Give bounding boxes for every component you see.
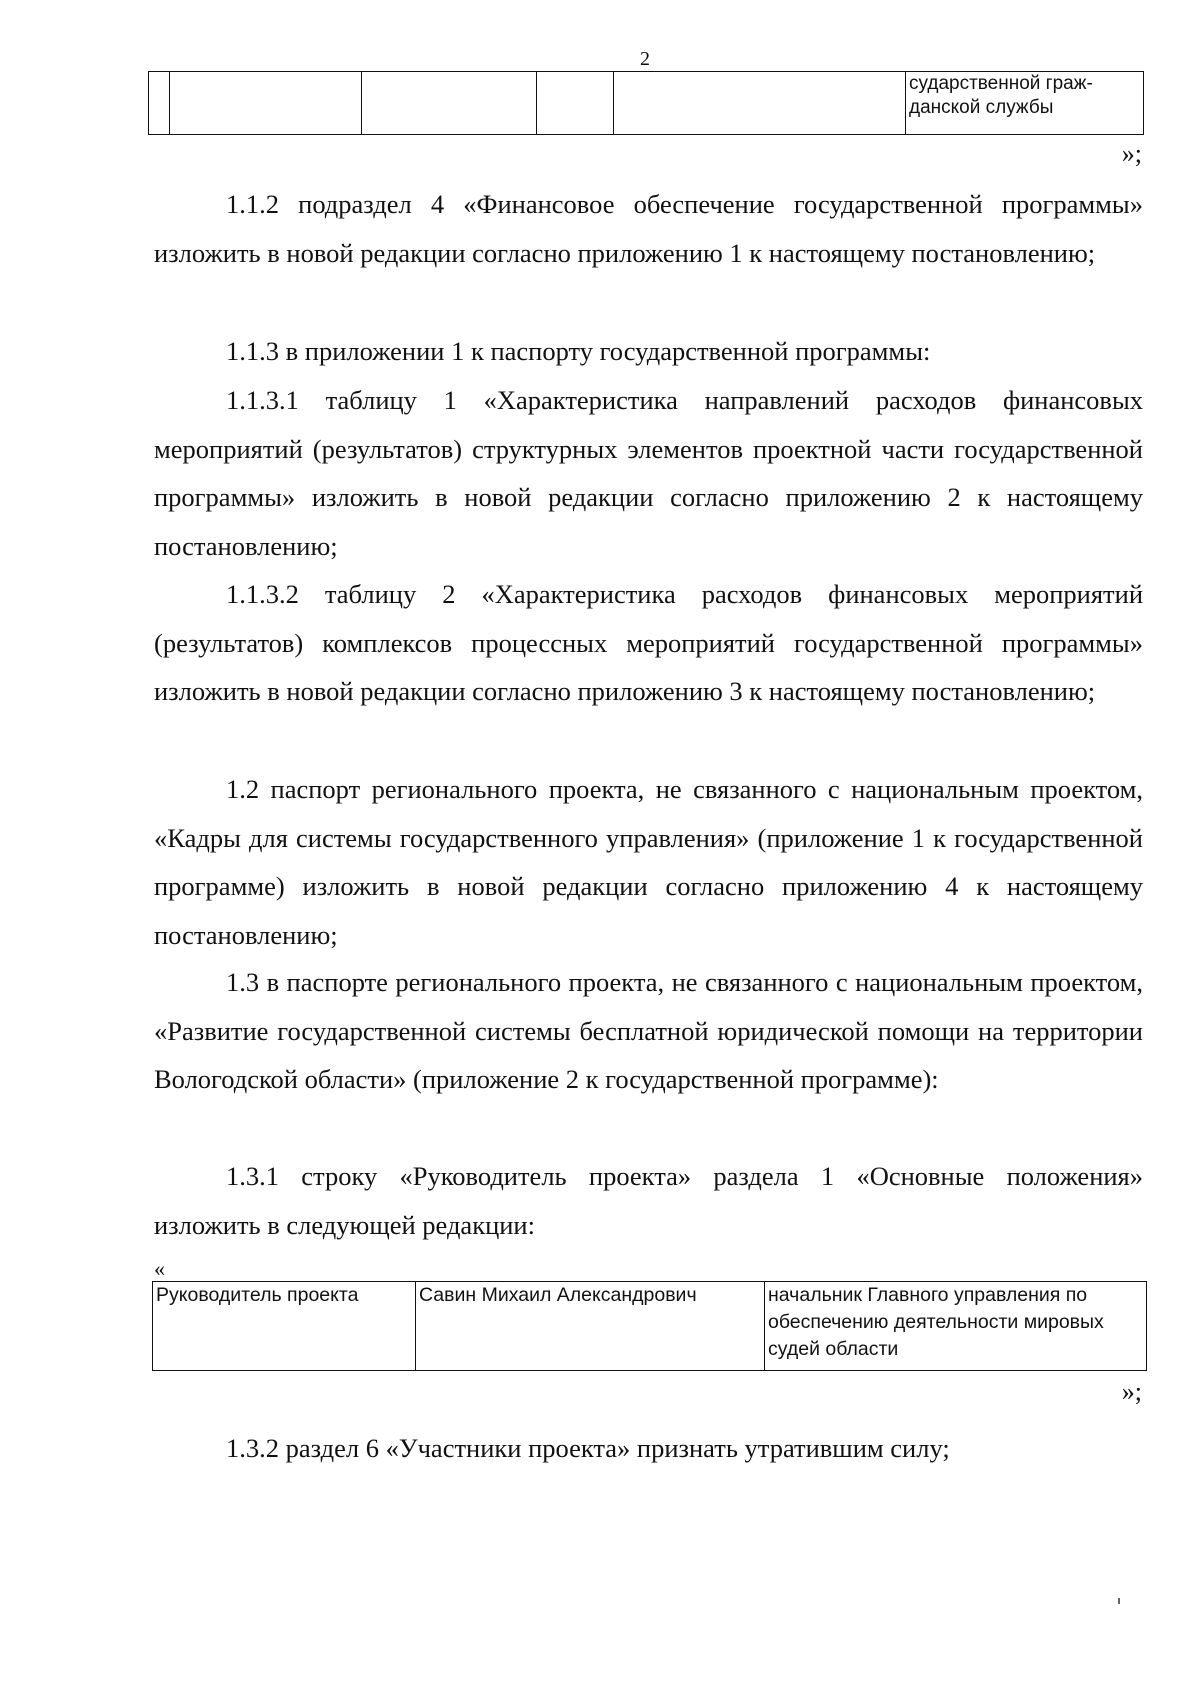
paragraph-text: 1.1.3.1 таблицу 1 «Характеристика направлений расходов финансовых мероприятий (результатов) структурных элементов проектной части государственной программы» изложить в новой редакции согласно приложению 2 к настоящему постановлению;: [154, 385, 1143, 561]
table-cell: [537, 72, 614, 135]
closing-quote: »;: [1121, 139, 1142, 168]
paragraph-text: 1.2 паспорт регионального проекта, не связанного с национальным проектом, «Кадры для системы государственного управления» (приложение 1 к государственной программе) изложить в новой редакции согласно приложению 4 к настоящему постановлению;: [154, 774, 1143, 950]
table-cell-text: сударственной граж- данской службы: [906, 72, 1144, 135]
paragraph-1-1-3-2: [154, 570, 1143, 716]
paragraph-1-3-1: [154, 1152, 1143, 1249]
paragraph-text: 1.1.3 в приложении 1 к паспорту государственной программы:: [226, 336, 931, 366]
paragraph-1-3-2: [154, 1424, 1143, 1473]
scan-artifact: [1118, 1598, 1120, 1604]
project-leader-table: [152, 1281, 1147, 1371]
opening-quote: «: [154, 1256, 165, 1281]
paragraph-1-1-3: [154, 327, 1143, 376]
paragraph-text: 1.3 в паспорте регионального проекта, не связанного с национальным проектом, «Развитие государственной системы бесплатной юридической помощи на территории Вологодской области» (приложение 2 к государственной программе):: [154, 967, 1143, 1095]
closing-quote-2: »;: [1121, 1377, 1142, 1406]
paragraph-text: 1.1.2 подраздел 4 «Финансовое обеспечение государственной программы» изложить в новой редакции согласно приложению 1 к настоящему постановлению;: [154, 189, 1143, 268]
table-cell-position: начальник Главного управления по обеспечению деятельности мировых судей области: [765, 1282, 1147, 1371]
paragraph-1-2: [154, 765, 1143, 959]
paragraph-text: 1.3.2 раздел 6 «Участники проекта» признать утратившим силу;: [226, 1433, 950, 1463]
page-number: 2: [640, 48, 650, 70]
paragraph-1-1-3-1: [154, 376, 1143, 570]
paragraph-text: 1.3.1 строку «Руководитель проекта» раздела 1 «Основные положения» изложить в следующей редакции:: [154, 1161, 1143, 1240]
paragraph-text: 1.1.3.2 таблицу 2 «Характеристика расходов финансовых мероприятий (результатов) комплексов процессных мероприятий государственной программы» изложить в новой редакции согласно приложению 3 к настоящему постановлению;: [154, 579, 1143, 707]
table-cell: [362, 72, 537, 135]
paragraph-1-3: [154, 958, 1143, 1104]
paragraph-1-1-2: [154, 180, 1143, 277]
table-cell: [149, 72, 170, 135]
table-cell: [614, 72, 906, 135]
table-cell-role: Руководитель проекта: [153, 1282, 416, 1371]
table-cell: [170, 72, 362, 135]
continued-table: [148, 71, 1144, 135]
table-cell-name: Савин Михаил Александрович: [416, 1282, 765, 1371]
